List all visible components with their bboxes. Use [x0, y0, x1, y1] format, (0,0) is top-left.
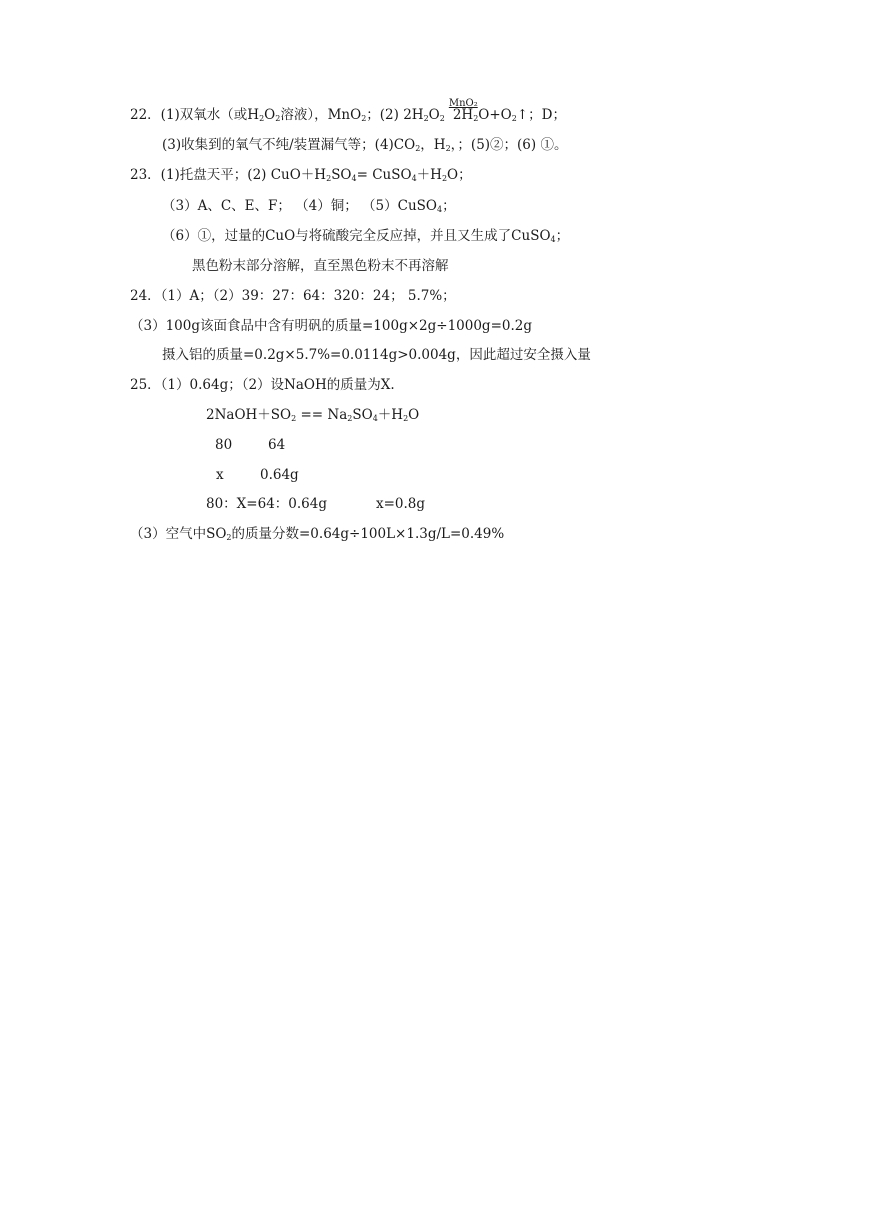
q23-line-4: 黑色粉末部分溶解，直至黑色粉末不再溶解 [192, 258, 449, 274]
q24-line-2: （3）100g该面食品中含有明矾的质量=100g×2g÷1000g=0.2g [130, 318, 532, 334]
q23-line-3: （6）①，过量的CuO与将硫酸完全反应掉，并且又生成了CuSO$_4$； [162, 228, 570, 244]
q22-line-2: (3)收集到的氧气不纯/装置漏气等；$(4)CO_2$，$H_2$，；(5)②；(6) ①。 [162, 137, 568, 153]
q23-line-1: 23．(1)托盘天平；(2) $CuO+H_2SO_4=$ $CuSO_4+H_2O$； [130, 167, 472, 183]
q24-line-3: 摄入铝的质量=0.2g×5.7%=0.0114g>0.004g，因此超过安全摄入量 [162, 347, 591, 363]
q23-line-2: （3）A、C、E、F； （4）铜； （5）CuSO$_4$； [162, 198, 456, 214]
q25-masses-a: 80 [215, 437, 233, 453]
q25-masses-b: 64 [268, 437, 286, 453]
q24-line-1: 24．（1）A；（2）39：27：64：320：24； 5.7%； [130, 288, 456, 304]
q25-line-1: 25．（1）0.64g；（2）设NaOH的质量为X. [130, 377, 395, 393]
q22-line-1: 22．(1)双氧水（或$H_2O_2$溶液），MnO$_2$；(2) $2H_2O_2$ MnO₂ $2H_2O+O_2↑$；D； [130, 98, 566, 123]
q25-unknowns-b: 0.64g [260, 467, 299, 483]
q25-unknowns-a: x [216, 467, 224, 483]
q25-line-final: （3）空气中$SO_2$的质量分数=0.64g÷100L×1.3g/L=0.49% [130, 526, 505, 542]
q25-proportion-b: x=0.8g [376, 496, 426, 512]
q25-proportion-a: 80：X=64：0.64g [206, 496, 327, 512]
q25-equation: $2NaOH+SO_2 == Na_2SO_4+H_2O$ [206, 407, 420, 423]
